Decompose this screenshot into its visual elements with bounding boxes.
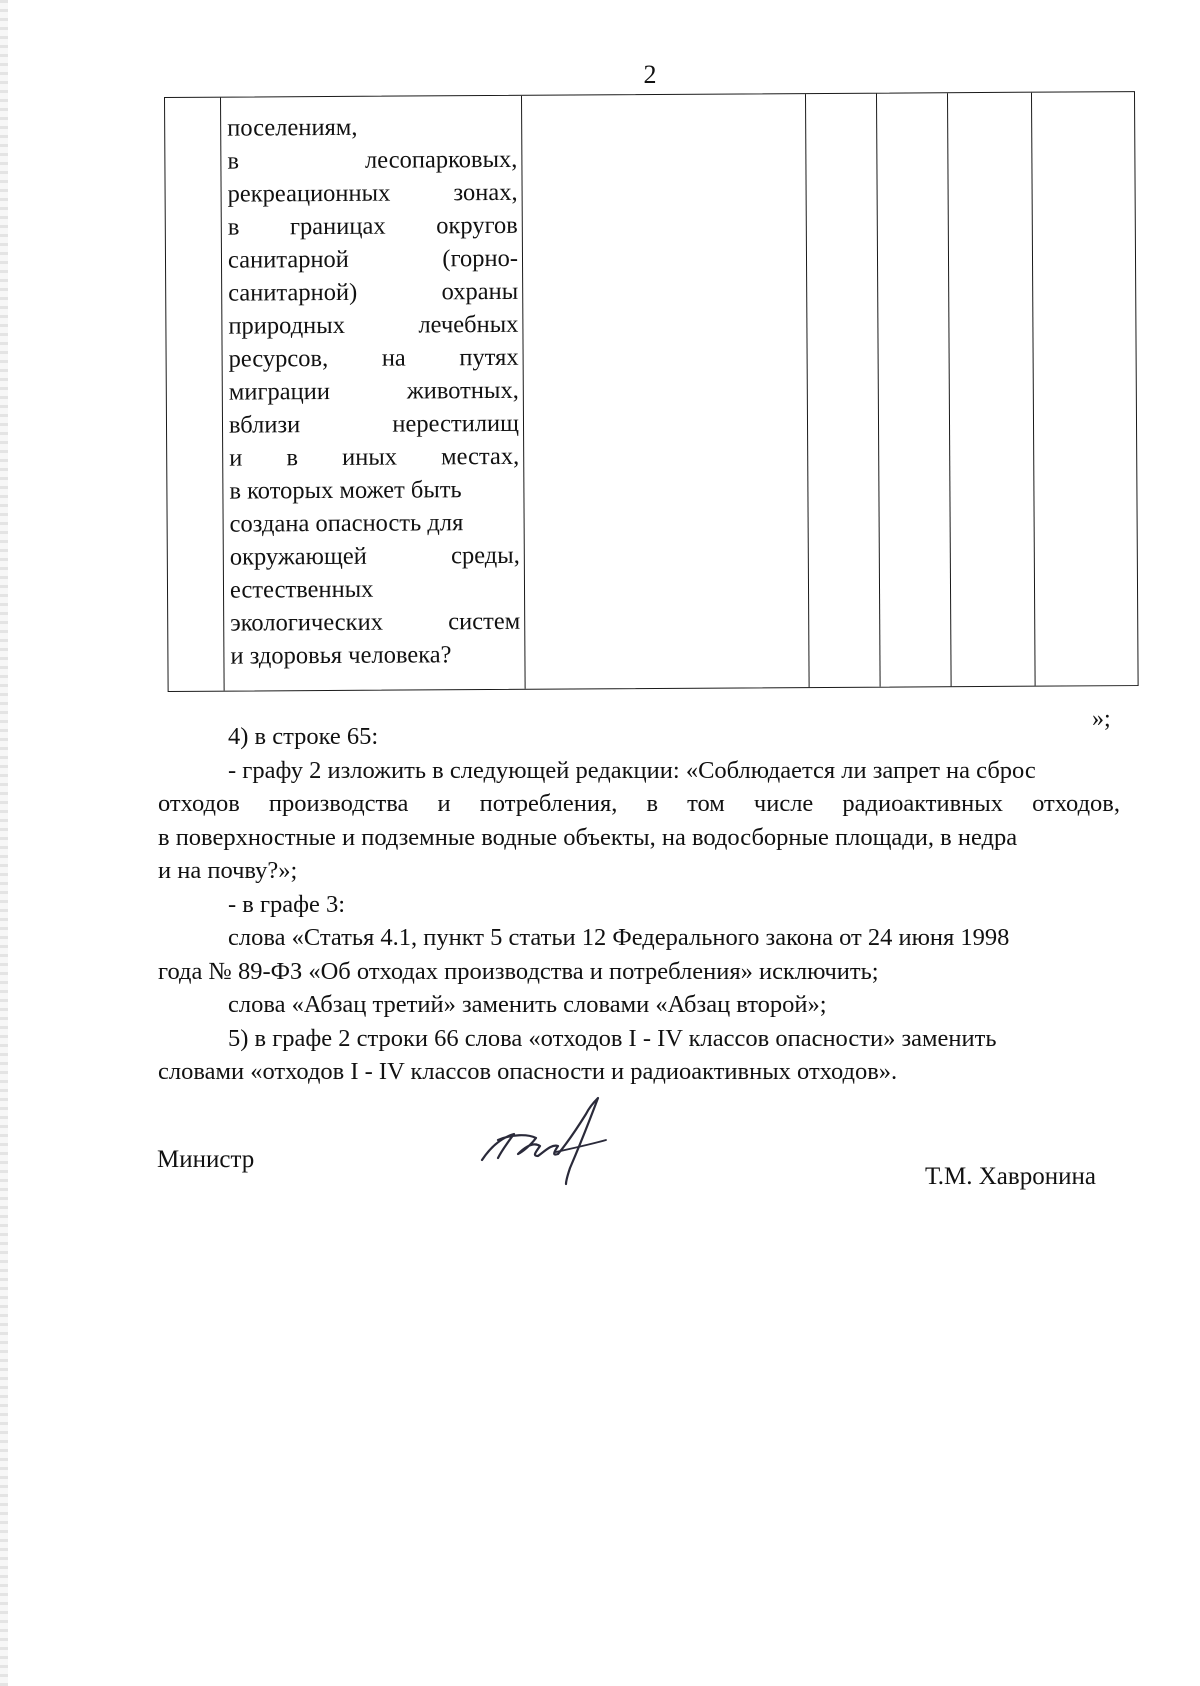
table-cell-word: местах,: [440, 442, 520, 471]
body-word: том: [687, 790, 725, 817]
requirements-table: [164, 91, 1139, 692]
body-word: потребления,: [479, 790, 618, 817]
table-cell-word: поселениям,: [227, 113, 358, 142]
table-cell-word: путях: [459, 343, 519, 372]
table-cell-word: в: [227, 147, 240, 175]
handwritten-signature: [478, 1090, 638, 1190]
table-cell-requirement-text: [227, 110, 520, 673]
table-cell-line: [230, 539, 520, 574]
closing-quote: »;: [1092, 706, 1111, 732]
table-cell-word: охраны: [441, 277, 519, 306]
paragraph-4-line: [158, 787, 1120, 821]
table-cell-word: в: [227, 213, 240, 241]
table-cell-line: [230, 506, 520, 541]
table-cell-word: миграции: [228, 377, 331, 406]
table-cell-word: систем: [448, 607, 521, 636]
table-column-divider: [805, 94, 810, 687]
scan-edge: [0, 0, 8, 1686]
table-cell-word: санитарной: [227, 245, 349, 274]
table-cell-line: [229, 473, 519, 508]
table-cell-word: рекреационных: [227, 179, 391, 208]
paragraph-4-subheading: - в графе 3:: [228, 890, 346, 918]
table-column-divider: [876, 94, 881, 687]
table-column-divider: [1031, 93, 1036, 686]
body-word: отходов: [158, 790, 240, 817]
table-cell-line: [227, 143, 517, 178]
table-cell-word: вблизи: [228, 411, 301, 439]
table-cell-word: животных,: [406, 376, 519, 405]
table-cell-word: и: [229, 444, 243, 472]
paragraph-4-line: и на почву?»;: [158, 857, 298, 884]
table-cell-word: нерестилищ: [392, 409, 520, 438]
table-cell-line: [229, 341, 519, 376]
table-cell-word: естественных: [229, 575, 374, 604]
paragraph-4-line: слова «Абзац третий» заменить словами «Абзац второй»;: [228, 991, 827, 1018]
paragraph-4-line: в поверхностные и подземные водные объекты, на водосборные площади, в недра: [158, 823, 1018, 851]
table-cell-word: лечебных: [418, 310, 519, 339]
table-cell-word: зонах,: [453, 178, 518, 207]
paragraph-5-line: словами «отходов I - IV классов опасности и радиоактивных отходов».: [158, 1058, 898, 1085]
paragraph-4-line: слова «Статья 4.1, пункт 5 статьи 12 Федерального закона от 24 июня 1998: [228, 924, 1010, 951]
table-column-divider: [947, 93, 952, 686]
page-number: 2: [643, 60, 657, 89]
body-word: отходов,: [1032, 790, 1120, 817]
table-column-divider: [220, 98, 225, 691]
paragraph-5-line: 5) в графе 2 строки 66 слова «отходов I - IV классов опасности» заменить: [228, 1024, 997, 1052]
paragraph-4-line: - графу 2 изложить в следующей редакции: «Соблюдается ли запрет на сброс: [228, 756, 1036, 784]
table-column-divider: [521, 96, 526, 689]
paragraph-4-line: года № 89-ФЗ «Об отходах производства и потребления» исключить;: [158, 957, 879, 985]
table-cell-word: экологических: [230, 608, 383, 637]
table-cell-line: [228, 242, 518, 277]
table-cell-word: окружающей: [229, 542, 367, 571]
table-cell-word: лесопарковых,: [364, 145, 518, 174]
table-cell-word: границах: [289, 212, 386, 241]
table-cell-word: санитарной): [228, 278, 358, 307]
table-cell-line: [228, 275, 518, 310]
table-cell-line: [230, 572, 520, 607]
table-cell-line: [228, 308, 518, 343]
table-cell-word: в: [286, 444, 299, 472]
table-cell-word: (горно-: [442, 244, 519, 273]
table-cell-line: [229, 407, 519, 442]
table-cell-line: [230, 638, 520, 673]
table-cell-word: округов: [436, 211, 518, 240]
signatory-name: Т.М. Хавронина: [925, 1163, 1096, 1190]
table-cell-line: [227, 176, 517, 211]
amendment-text: [158, 720, 1120, 1089]
table-cell-line: [230, 605, 520, 640]
body-word: производства: [268, 790, 409, 817]
table-cell-line: [229, 440, 519, 475]
table-cell-line: [229, 374, 519, 409]
table-cell-word: создана опасность для: [229, 509, 464, 538]
body-word: и: [437, 790, 451, 817]
table-cell-line: [228, 209, 518, 244]
body-word: числе: [753, 790, 814, 817]
table-cell-word: и здоровья человека?: [230, 641, 452, 670]
table-cell-line: [227, 110, 517, 145]
signatory-title: Министр: [157, 1146, 255, 1173]
paragraph-4-heading: 4) в строке 65:: [228, 723, 379, 750]
table-cell-word: ресурсов,: [228, 345, 329, 373]
table-cell-word: среды,: [450, 541, 520, 570]
table-cell-word: иных: [341, 443, 398, 471]
table-cell-word: на: [381, 344, 406, 372]
table-cell-word: природных: [228, 311, 346, 340]
table-cell-word: в которых может быть: [229, 476, 462, 505]
body-word: радиоактивных: [842, 790, 1004, 817]
body-word: в: [646, 790, 659, 817]
